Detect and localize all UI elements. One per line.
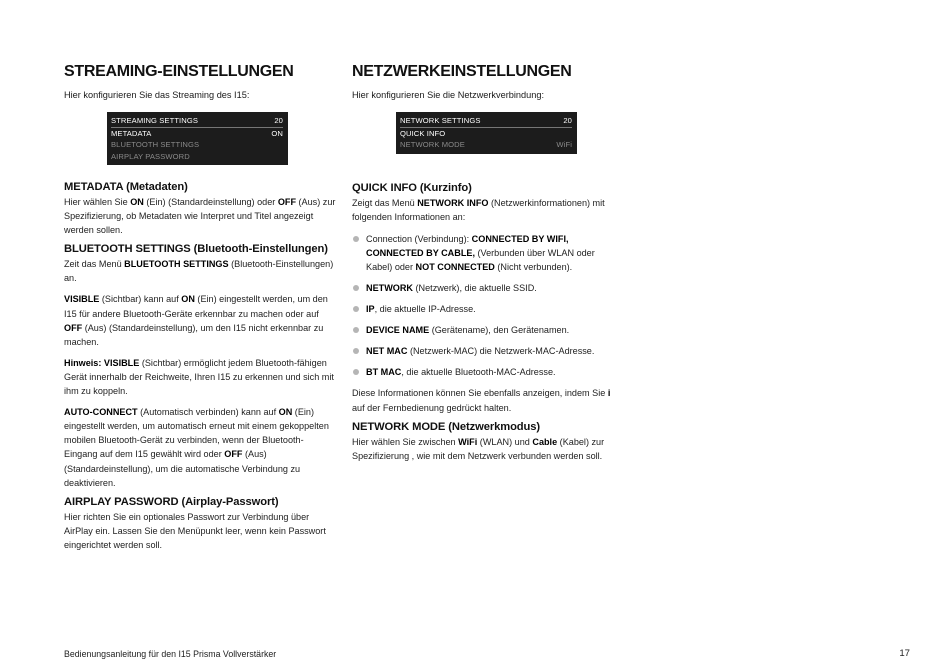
- streaming-title: STREAMING-EINSTELLUNGEN: [64, 63, 294, 80]
- bullet-icon: [353, 306, 359, 312]
- airplay-heading: AIRPLAY PASSWORD (Airplay-Passwort): [64, 495, 279, 508]
- menu-item-metadata: [111, 128, 283, 140]
- menu-item-value: WiFi: [556, 140, 572, 149]
- list-item: Connection (Verbindung): CONNECTED BY WIFI, CONNECTED BY CABLE, (Verbunden über WLAN oder Kabel) oder NOT CONNECTED (Nicht verbunden).: [352, 232, 620, 274]
- menu-item-label: AIRPLAY PASSWORD: [111, 151, 190, 161]
- streaming-section: [64, 60, 336, 552]
- quickinfo-after-text: Diese Informationen können Sie ebenfalls anzeigen, indem Sie i auf der Fernbedienung gedrückt halten.: [352, 388, 611, 413]
- bluetooth-intro: Zeit das Menü BLUETOOTH SETTINGS (Bluetooth-Einstellungen) an.: [64, 259, 334, 284]
- list-item: DEVICE NAME (Gerätename), den Gerätenamen.: [352, 323, 620, 337]
- list-item: BT MAC, die aktuelle Bluetooth-MAC-Adresse.: [352, 365, 620, 379]
- menu-item-quick-info: [400, 128, 572, 140]
- metadata-heading: METADATA (Metadaten): [64, 181, 188, 193]
- footer-text: Bedienungsanleitung für den I15 Prisma Vollverstärker: [64, 649, 277, 659]
- streaming-settings-menu: [107, 112, 288, 165]
- note-text: Hinweis: VISIBLE (Sichtbar) ermöglicht jedem Bluetooth-fähigen Gerät innerhalb der Reichweite, Ihren I15 zu erkennen und sich mit ihm zu koppeln.: [64, 357, 334, 397]
- autoconnect-text: AUTO-CONNECT (Automatisch verbinden) kann auf ON (Ein) eingestellt werden, um automatisch erneut mit einem gekoppelten mobilen Bluetooth-Gerät zu verbinden, wenn der Bluetooth-Eingang auf dem I15 gewählt wird oder OFF (Aus) (Standardeinstellung), um die automatische Verbindung zu deaktivieren.: [64, 407, 329, 488]
- menu-item-label: NETWORK MODE: [400, 140, 465, 149]
- airplay-text: Hier richten Sie ein optionales Passwort zur Verbindung über AirPlay ein. Lassen Sie den Menüpunkt leer, wenn kein Passwort eingerichtet werden soll.: [64, 511, 326, 550]
- menu-item-network-mode: [400, 139, 572, 151]
- quickinfo-heading: QUICK INFO (Kurzinfo): [352, 181, 472, 194]
- list-item: IP, die aktuelle IP-Adresse.: [352, 302, 620, 316]
- menu-item-value: ON: [271, 128, 283, 138]
- bullet-icon: [353, 348, 359, 354]
- visible-text: VISIBLE (Sichtbar) kann auf ON (Ein) eingestellt werden, um den I15 für andere Bluetooth-Geräte erkennbar zu machen oder auf OFF (Aus) (Standardeinstellung), um den I15 nicht erkennbar zu machen.: [64, 294, 328, 347]
- menu-header-label: NETWORK SETTINGS: [400, 116, 481, 125]
- menu-item-airplay: [111, 151, 283, 163]
- quickinfo-list: [352, 232, 620, 380]
- streaming-intro: Hier konfigurieren Sie das Streaming des I15:: [64, 90, 250, 100]
- menu-header-label: STREAMING SETTINGS: [111, 116, 199, 125]
- network-intro: Hier konfigurieren Sie die Netzwerkverbindung:: [352, 90, 545, 100]
- menu-item-label: QUICK INFO: [400, 128, 446, 138]
- quickinfo-text: Zeigt das Menü NETWORK INFO (Netzwerkinformationen) mit folgenden Informationen an:: [352, 197, 605, 222]
- menu-header-value: 20: [274, 116, 283, 125]
- menu-item-bluetooth: [111, 139, 283, 151]
- menu-item-label: BLUETOOTH SETTINGS: [111, 140, 200, 149]
- bullet-icon: [353, 369, 359, 375]
- list-item: NETWORK (Netzwerk), die aktuelle SSID.: [352, 281, 620, 295]
- bullet-icon: [353, 327, 359, 333]
- networkmode-text: Hier wählen Sie zwischen WiFi (WLAN) und Cable (Kabel) zur Spezifizierung , wie mit dem Netzwerk verbunden werden soll.: [352, 436, 605, 461]
- networkmode-heading: NETWORK MODE (Netzwerkmodus): [352, 420, 541, 433]
- menu-header: [111, 115, 283, 128]
- network-title: NETZWERKEINSTELLUNGEN: [352, 63, 572, 80]
- menu-item-label: METADATA: [111, 128, 152, 138]
- menu-header-value: 20: [563, 116, 572, 125]
- network-section: [352, 60, 620, 463]
- network-settings-menu: [396, 112, 577, 154]
- menu-header: [400, 115, 572, 128]
- bullet-icon: [353, 236, 359, 242]
- list-item: NET MAC (Netzwerk-MAC) die Netzwerk-MAC-Adresse.: [352, 344, 620, 358]
- bluetooth-heading: BLUETOOTH SETTINGS (Bluetooth-Einstellungen): [64, 243, 328, 256]
- page-number: 17: [899, 648, 910, 659]
- metadata-text: Hier wählen Sie ON (Ein) (Standardeinstellung) oder OFF (Aus) zur Spezifizierung, ob Metadaten wie Interpret und Titel angezeigt werden sollen.: [64, 197, 336, 236]
- bullet-icon: [353, 285, 359, 291]
